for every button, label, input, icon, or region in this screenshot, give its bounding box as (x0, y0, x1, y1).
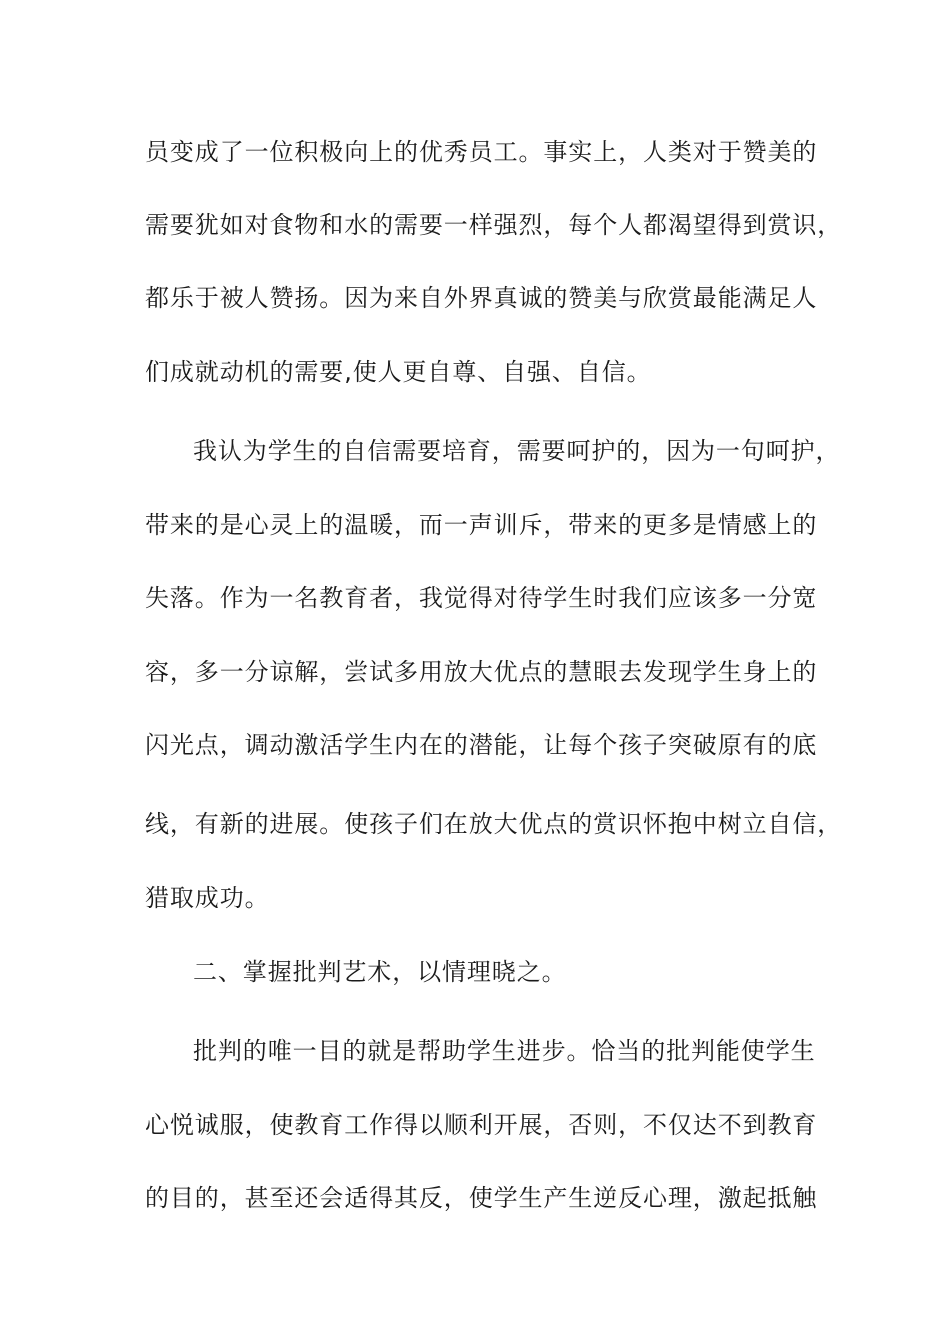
paragraph-line: 容，多一分谅解，尝试多用放大优点的慧眼去发现学生身上的 (145, 658, 818, 686)
paragraph-line: 的目的，甚至还会适得其反，使学生产生逆反心理，激起抵触 (145, 1184, 818, 1212)
paragraph-line: 们成就动机的需要,使人更自尊、自强、自信。 (145, 358, 652, 386)
paragraph-line: 闪光点，调动激活学生内在的潜能，让每个孩子突破原有的底 (145, 731, 818, 759)
paragraph-line: 需要犹如对食物和水的需要一样强烈，每个人都渴望得到赏识， (145, 211, 843, 239)
paragraph-line: 员变成了一位积极向上的优秀员工。事实上，人类对于赞美的 (145, 138, 818, 166)
paragraph-line: 带来的是心灵上的温暖，而一声训斥，带来的更多是情感上的 (145, 511, 818, 539)
paragraph-line: 都乐于被人赞扬。因为来自外界真诚的赞美与欣赏最能满足人 (145, 284, 818, 312)
section-heading: 二、掌握批判艺术，以情理晓之。 (193, 958, 567, 986)
paragraph-line: 失落。作为一名教育者，我觉得对待学生时我们应该多一分宽 (145, 584, 818, 612)
paragraph-line: 猎取成功。 (145, 884, 270, 912)
paragraph-line: 线，有新的进展。使孩子们在放大优点的赏识怀抱中树立自信， (145, 810, 843, 838)
paragraph-line: 我认为学生的自信需要培育，需要呵护的，因为一句呵护， (193, 437, 841, 465)
paragraph-line: 批判的唯一目的就是帮助学生进步。恰当的批判能使学生 (193, 1037, 816, 1065)
paragraph-line: 心悦诚服，使教育工作得以顺利开展，否则，不仅达不到教育 (145, 1111, 818, 1139)
